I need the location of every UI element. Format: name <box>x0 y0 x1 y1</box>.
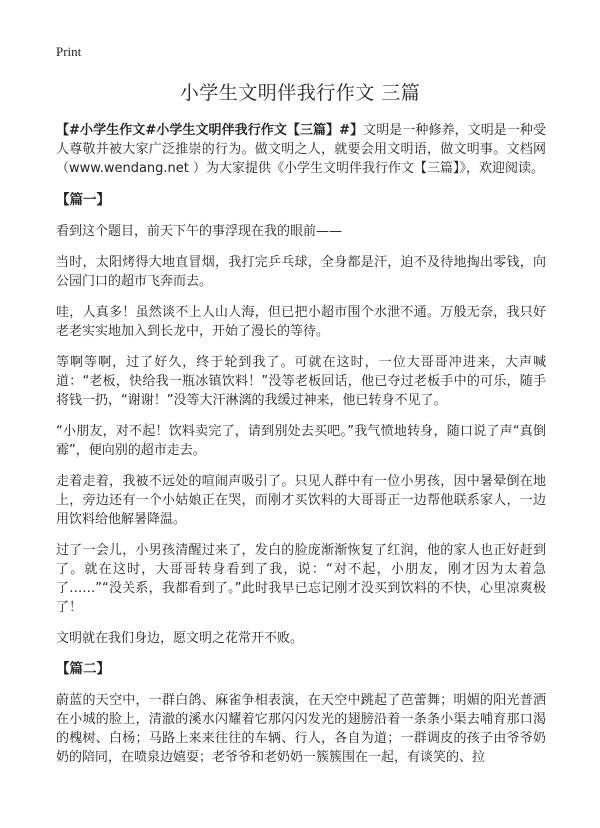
page-title: 小学生文明伴我行作文 三篇 <box>179 82 421 104</box>
print-link[interactable]: Print <box>56 44 82 59</box>
paragraph: 当时，太阳烤得大地直冒烟，我打完乒乓球，全身都是汗，迫不及待地掏出零钱，向公园门口的超市飞奔而去。 <box>56 255 546 289</box>
paragraph: 文明就在我们身边，愿文明之花常开不败。 <box>56 631 304 646</box>
paragraph: 蔚蓝的天空中，一群白鸽、麻雀争相表演，在天空中跳起了芭蕾舞；明媚的阳光普洒在小城的脸上，清澈的溪水闪耀着它那闪闪发光的翅膀沿着一条条小渠去哺育那口渴的槐树、白杨；马路上来来往往的车辆、行人，各自为道；一群调皮的孩子由爷爷奶奶的陪同，在喷泉边嬉耍；老爷爷和老奶奶一簇簇围在一起，有谈笑的、拉 <box>56 693 546 765</box>
intro-paragraph <box>56 121 546 178</box>
article-body <box>56 121 546 779</box>
paragraph: “小朋友，对不起！饮料卖完了，请到别处去买吧。”我气愤地转身，随口说了声“真倒霉”，便向别的超市走去。 <box>56 424 546 458</box>
paragraph: 看到这个题目，前天下午的事浮现在我的眼前—— <box>56 224 343 239</box>
paragraph: 走着走着，我被不远处的喧闹声吸引了。只见人群中有一位小男孩，因中暑晕倒在地上，旁边还有一个小姑娘正在哭，而刚才买饮料的大哥哥正一边帮他联系家人，一边用饮料给他解暑降温。 <box>56 474 546 527</box>
paragraph: 哇，人真多！虽然谈不上人山人海，但已把小超市围个水泄不通。万般无奈，我只好老老实实地加入到长龙中，开始了漫长的等待。 <box>56 305 546 339</box>
intro-text: 文明是一种修养，文明是一种受人尊敬并被大家广泛推崇的行为。做文明之人，就要会用文明语，做文明事。文档网（www.wendang.net ）为大家提供《小学生文明伴我行作文【三篇】》，欢迎阅读。 <box>56 123 546 176</box>
section-heading-1: 【篇一】 <box>56 192 110 208</box>
intro-tag: 【#小学生作文#小学生文明伴我行作文【三篇】#】 <box>56 123 364 138</box>
paragraph: 过了一会儿，小男孩清醒过来了，发白的脸庞渐渐恢复了红润，他的家人也正好赶到了。就在这时，大哥哥转身看到了我，说：“对不起，小朋友，刚才因为太着急了……”“没关系，我都看到了。”此时我早已忘记刚才没买到饮料的不快，心里凉爽极了！ <box>56 543 546 615</box>
paragraph: 等啊等啊，过了好久，终于轮到我了。可就在这时，一位大哥哥冲进来，大声喊道：“老板，快给我一瓶冰镇饮料！”没等老板回话，他已夺过老板手中的可乐，随手将钱一扔，“谢谢！”没等大汗淋漓的我缓过神来，他已转身不见了。 <box>56 355 546 408</box>
section-heading-2: 【篇二】 <box>56 661 110 677</box>
